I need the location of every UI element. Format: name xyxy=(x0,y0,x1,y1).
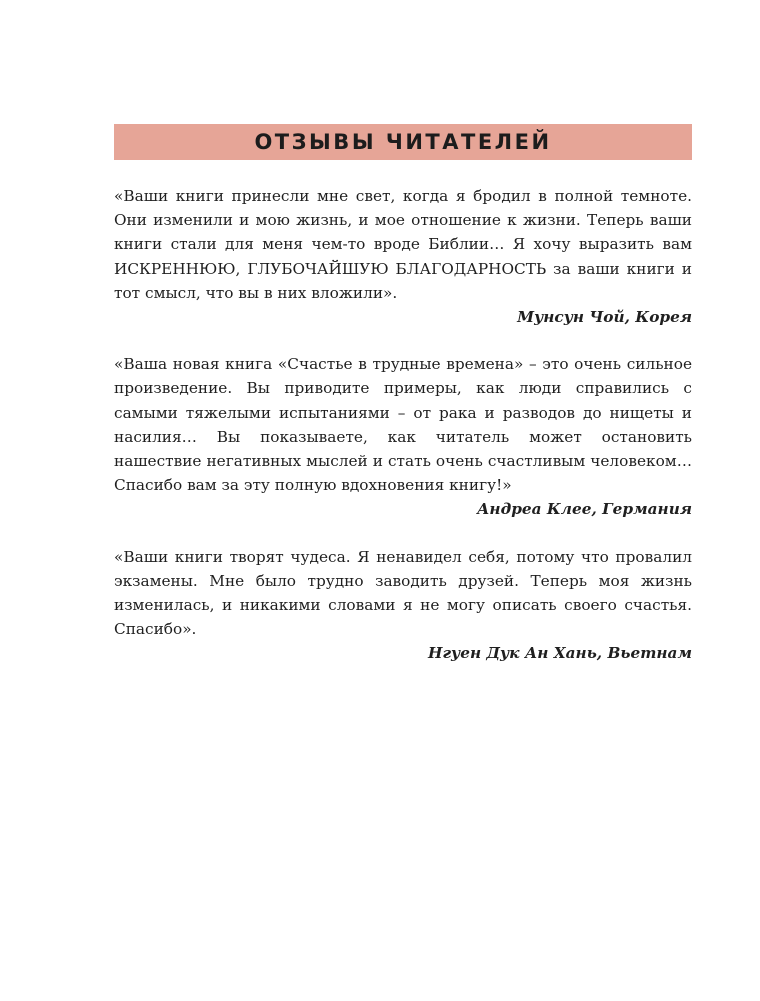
review-item xyxy=(114,545,692,666)
review-author: Андреа Клее, Германия xyxy=(476,500,692,519)
review-text: «Ваши книги принесли мне свет, когда я бродил в полной темноте. Они изменили и мою жизнь, и мое отношение к жизни. Теперь ваши книги стали для меня чем-то вроде Библии… Я хочу выразить вам ИСКРЕННЮЮ, ГЛУБОЧАЙШУЮ БЛАГОДАРНОСТЬ за ваши книги и тот смысл, что вы в них вложили». xyxy=(114,187,692,302)
review-item xyxy=(114,184,692,329)
review-author: Нгуен Дук Ан Хань, Вьетнам xyxy=(428,644,692,663)
review-author: Мунсун Чой, Корея xyxy=(517,308,692,327)
review-text: «Ваши книги творят чудеса. Я ненавидел себя, потому что провалил экзамены. Мне было трудно заводить друзей. Теперь моя жизнь изменилась, и никакими словами я не могу описать своего счастья. Спасибо». xyxy=(114,547,692,639)
review-text: «Ваша новая книга «Счастье в трудные времена» – это очень сильное произведение. Вы приводите примеры, как люди справились с самыми тяжелыми испытаниями – от рака и разводов до нищеты и насилия… Вы показываете, как читатель может остановить нашествие негативных мыслей и стать очень счастливым человеком… Спасибо вам за эту полную вдохновения книгу!» xyxy=(114,355,692,495)
book-page xyxy=(114,124,692,689)
review-item xyxy=(114,352,692,521)
section-heading-bar xyxy=(114,124,692,160)
reviews-list xyxy=(114,184,692,666)
section-heading: ОТЗЫВЫ ЧИТАТЕЛЕЙ xyxy=(254,130,552,154)
